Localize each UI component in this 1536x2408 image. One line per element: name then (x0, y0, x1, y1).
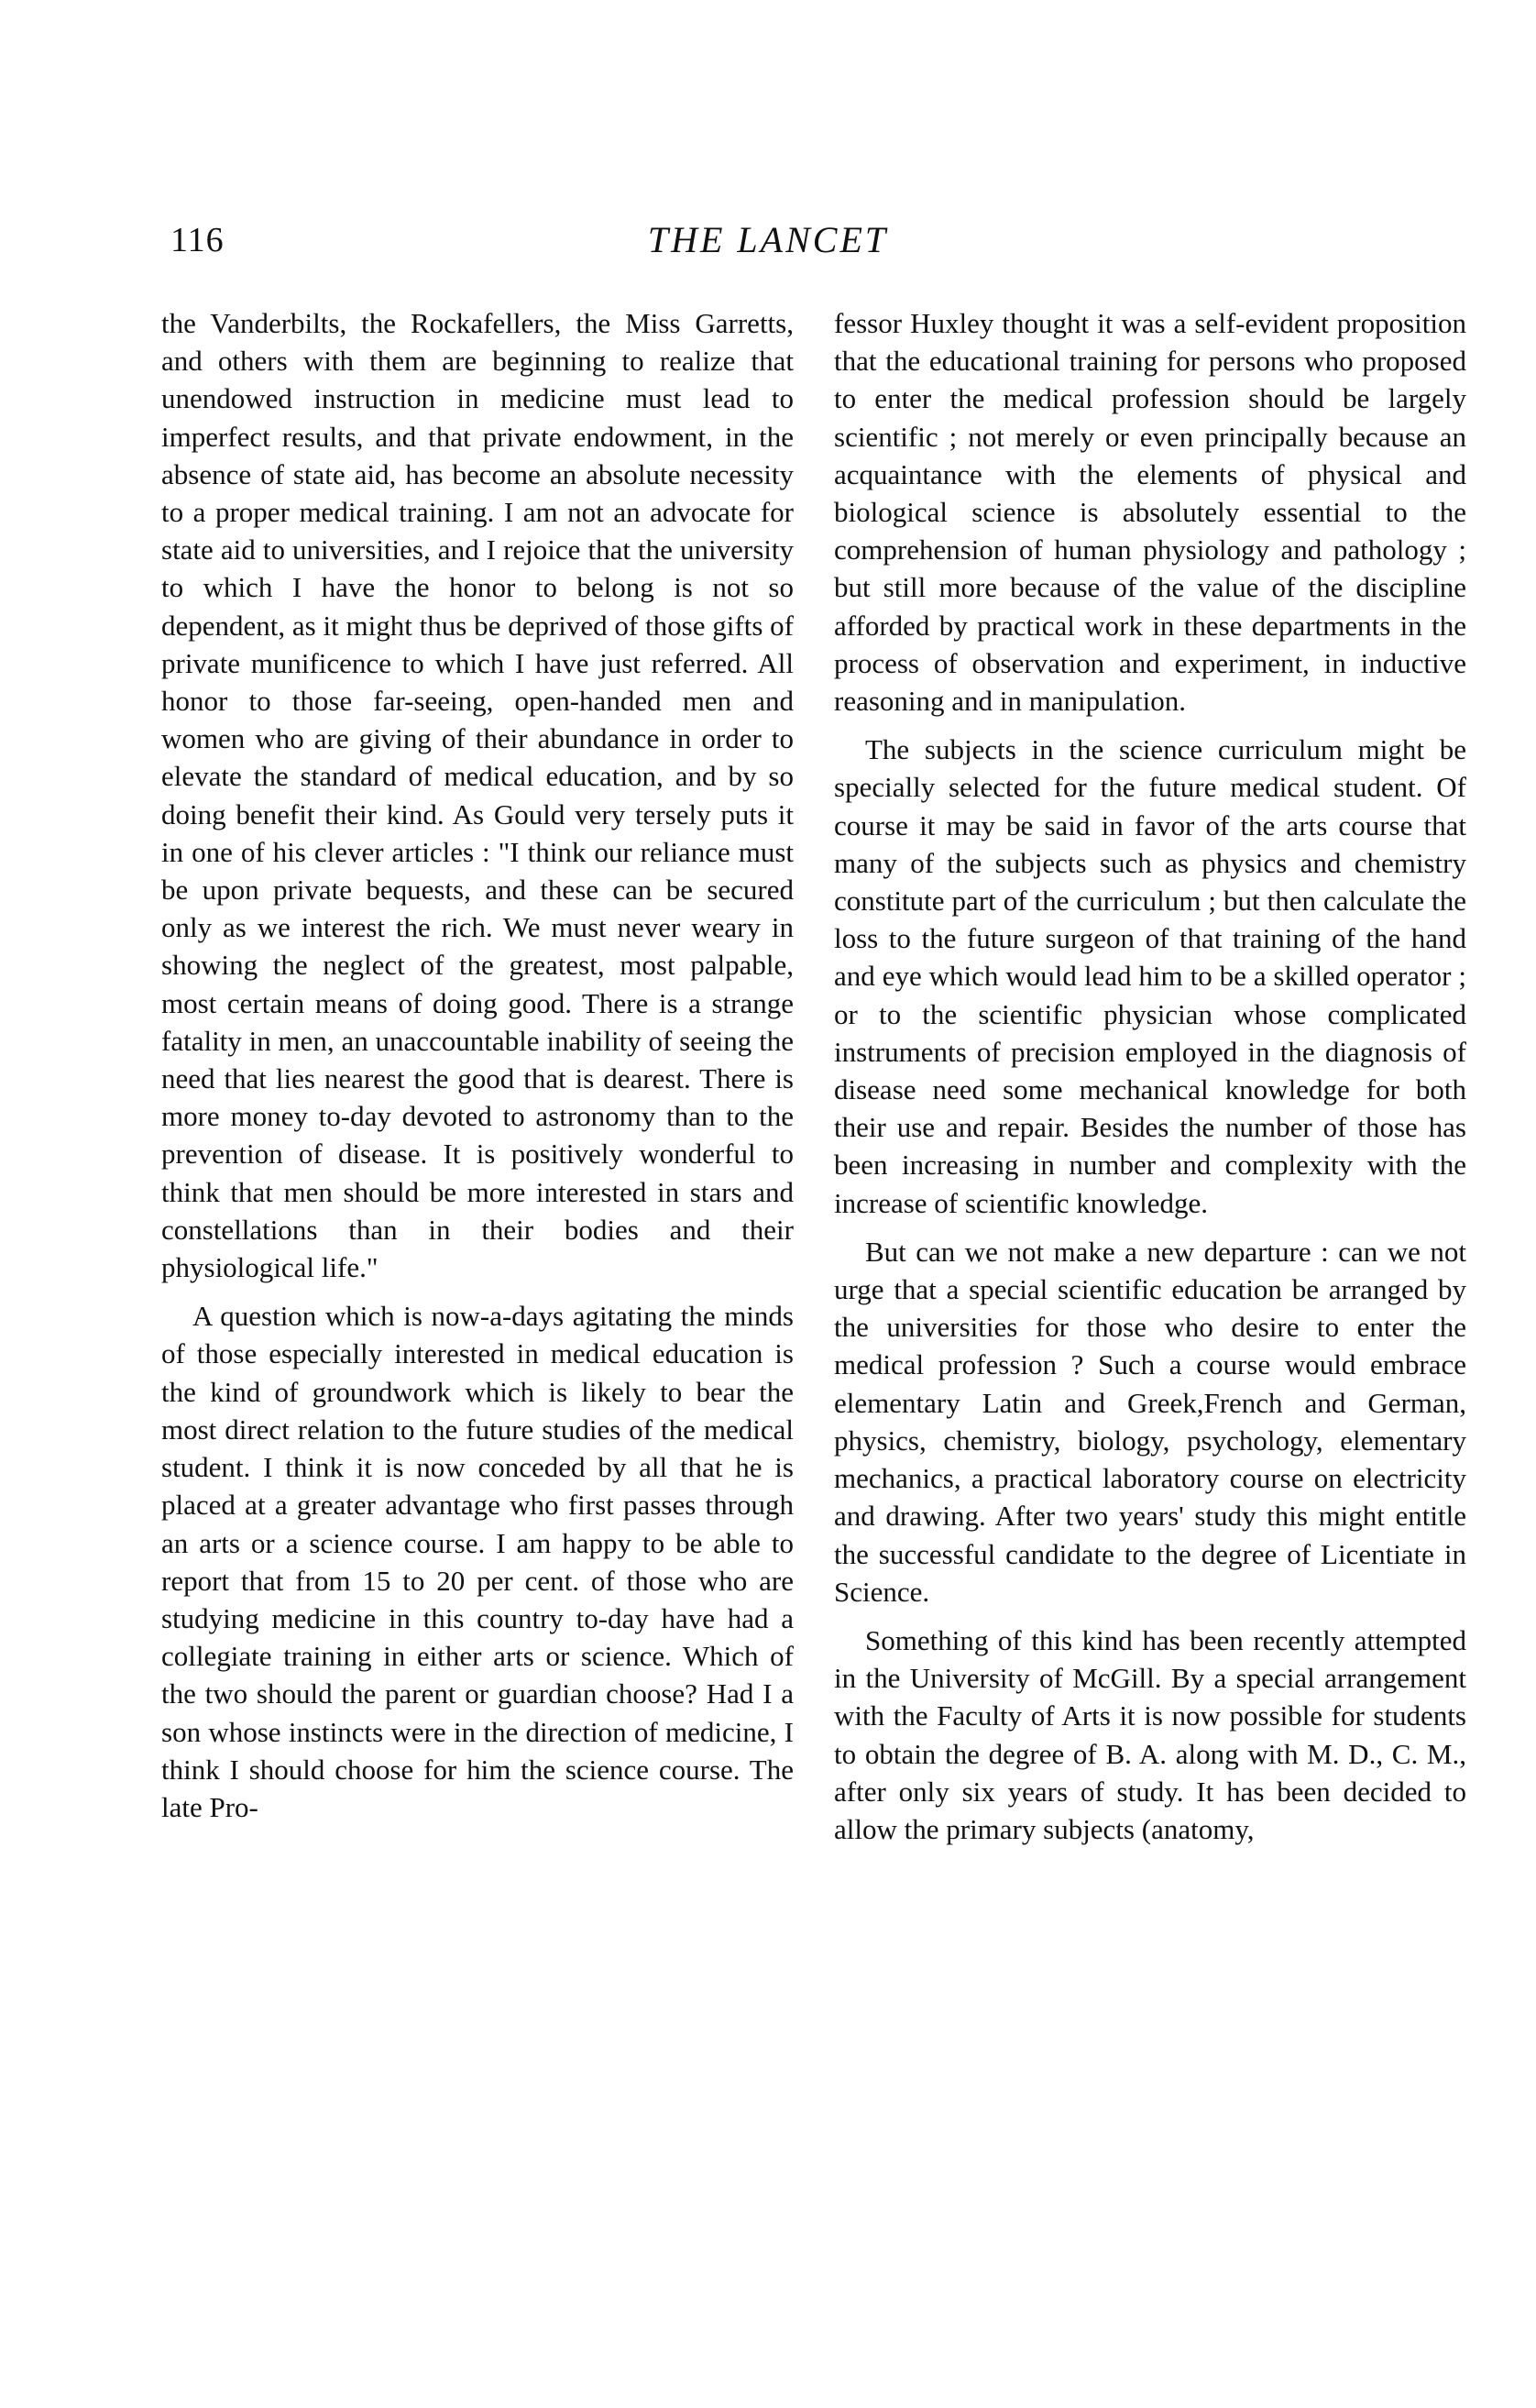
running-title: THE LANCET (647, 219, 889, 260)
paragraph: Something of this kind has been recently attempted in the University of McGill. By a special arrangement with the Faculty of Arts it is now possible for students to obtain the degree of B. A. along with M. D., C. M., after only six years of study. It has been decided to allow the primary subjects (anatomy, (834, 1623, 1466, 1845)
right-column (834, 304, 1466, 1859)
paragraph: But can we not make a new departure : can we not urge that a special scientific education be arranged by the universities for those who desire to enter the medical profession ? Such a course would embrace elementary Latin and Greek,French and German, physics, chemistry, biology, psychology, elementary mechanics, a practical laboratory course on electricity and drawing. After two years' study this might entitle the successful candidate to the degree of Licentiate in Science. (834, 1235, 1466, 1608)
paragraph: the Vanderbilts, the Rockafellers, the Miss Garretts, and others with them are beginning to realize that unendowed instruction in medicine must lead to imperfect results, and that private endowment, in the absence of state aid, has become an absolute necessity to a proper medical training. I am not an advocate for state aid to universities, and I rejoice that the university to which I have the honor to belong is not so dependent, as it might thus be deprived of those gifts of private munificence to which I have just referred. All honor to those far-seeing, open-handed men and women who are giving of their abundance in order to elevate the standard of medical education, and by so doing benefit their kind. As Gould very tersely puts it in one of his clever articles : "I think our reliance must be upon private bequests, and these can be secured only as we interest the rich. We must never weary in showing the neglect of the greatest, most palpable, most certain means of doing good. There is a strange fatality in men, an unaccountable inability of seeing the need that lies nearest the good that is dearest. There is more money to-day devoted to astronomy than to the prevention of disease. It is positively wonderful to think that men should be more interested in stars and constellations than in their bodies and their physiological life." (161, 307, 794, 1284)
page-number: 116 (170, 221, 225, 259)
paragraph: A question which is now-a-days agitating the minds of those especially interested in medical education is the kind of groundwork which is likely to bear the most direct relation to the future studies of the medical student. I think it is now conceded by all that he is placed at a greater advantage who first passes through an arts or a science course. I am happy to be able to report that from 15 to 20 per cent. of those who are studying medicine in this country to-day have had a collegiate training in either arts or science. Which of the two should the parent or guardian choose? Had I a son whose instincts were in the direction of medicine, I think I should choose for him the science course. The late Pro- (161, 1300, 794, 1823)
paragraph: The subjects in the science curriculum might be specially selected for the future medical student. Of course it may be said in favor of the arts course that many of the subjects such as physics and chemistry constitute part of the curriculum ; but then calculate the loss to the future surgeon of that training of the hand and eye which would lead him to be a skilled operator ; or to the scientific physician whose complicated instruments of precision employed in the diagnosis of disease need some mechanical knowledge for both their use and repair. Besides the number of those has been increasing in number and complexity with the increase of scientific knowledge. (834, 733, 1466, 1219)
left-column (161, 304, 794, 1837)
paragraph: fessor Huxley thought it was a self-evident proposition that the educational training for persons who proposed to enter the medical profession should be largely scientific ; not merely or even principally because an acquaintance with the elements of physical and biological science is absolutely essential to the comprehension of human physiology and pathology ; but still more because of the value of the discipline afforded by practical work in these departments in the process of observation and experiment, in inductive reasoning and in manipulation. (834, 307, 1466, 718)
